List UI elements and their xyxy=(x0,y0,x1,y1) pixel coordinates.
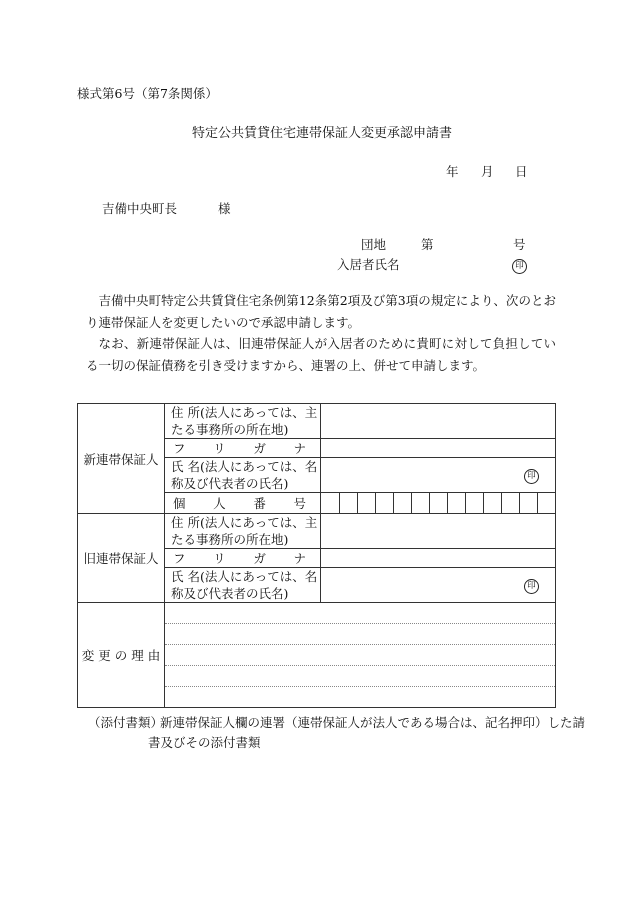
attachment-line-1: 新連帯保証人欄の連署（連帯保証人が法人である場合は、記名押印）した請 xyxy=(160,715,586,730)
addressee-name: 吉備中央町長 xyxy=(102,201,178,216)
new-furigana-label: フ リ ガ ナ xyxy=(165,439,321,458)
old-seal-icon: 印 xyxy=(524,579,539,594)
old-name-label: 氏 名(法人にあっては、名 称及び代表者の氏名) xyxy=(165,568,321,603)
new-guarantor-header: 新連帯保証人 xyxy=(78,404,165,514)
new-name-label: 氏 名(法人にあっては、名 称及び代表者の氏名) xyxy=(165,458,321,493)
body-paragraph-1: 吉備中央町特定公共賃貸住宅条例第12条第2項及び第3項の規定により、次のとおり連帯保証人を変更したいので承認申請します。 xyxy=(86,293,556,330)
form-number: 様式第6号（第7条関係） xyxy=(77,86,218,101)
personal-number-label: 個 人 番 号 xyxy=(165,493,321,514)
old-guarantor-header: 旧連帯保証人 xyxy=(78,514,165,603)
date-month: 月 xyxy=(481,164,494,179)
date-year: 年 xyxy=(446,164,459,179)
personal-number-field[interactable] xyxy=(321,493,556,514)
dai-label: 第 xyxy=(421,237,434,252)
new-name-field[interactable] xyxy=(321,458,556,493)
gou-label: 号 xyxy=(513,237,526,252)
guarantor-table xyxy=(77,403,556,708)
old-furigana-field[interactable] xyxy=(321,549,556,568)
attachment-label: （添付書類） xyxy=(88,715,164,730)
body-paragraph-2: なお、新連帯保証人は、旧連帯保証人が入居者のために貴町に対して負担している一切の保証債務を引き受けますから、連署の上、併せて申請します。 xyxy=(86,336,556,373)
date-day: 日 xyxy=(515,164,528,179)
attachment-line-2: 書及びその添付書類 xyxy=(148,735,261,750)
new-address-label: 住 所(法人にあっては、主 たる事務所の所在地) xyxy=(165,404,321,439)
reason-field[interactable] xyxy=(165,603,556,708)
old-address-field[interactable] xyxy=(321,514,556,549)
old-name-field[interactable] xyxy=(321,568,556,603)
old-address-label: 住 所(法人にあっては、主 たる事務所の所在地) xyxy=(165,514,321,549)
resident-seal-icon: 印 xyxy=(512,256,527,274)
new-address-field[interactable] xyxy=(321,404,556,439)
document-title: 特定公共賃貸住宅連帯保証人変更承認申請書 xyxy=(192,126,453,141)
new-furigana-field[interactable] xyxy=(321,439,556,458)
old-furigana-label: フ リ ガ ナ xyxy=(165,549,321,568)
new-seal-icon: 印 xyxy=(524,469,539,484)
addressee-honorific: 様 xyxy=(218,201,231,216)
resident-name-label: 入居者氏名 xyxy=(337,257,400,272)
danchi-label: 団地 xyxy=(361,237,387,252)
reason-header: 変 更 の 理 由 xyxy=(78,603,165,708)
